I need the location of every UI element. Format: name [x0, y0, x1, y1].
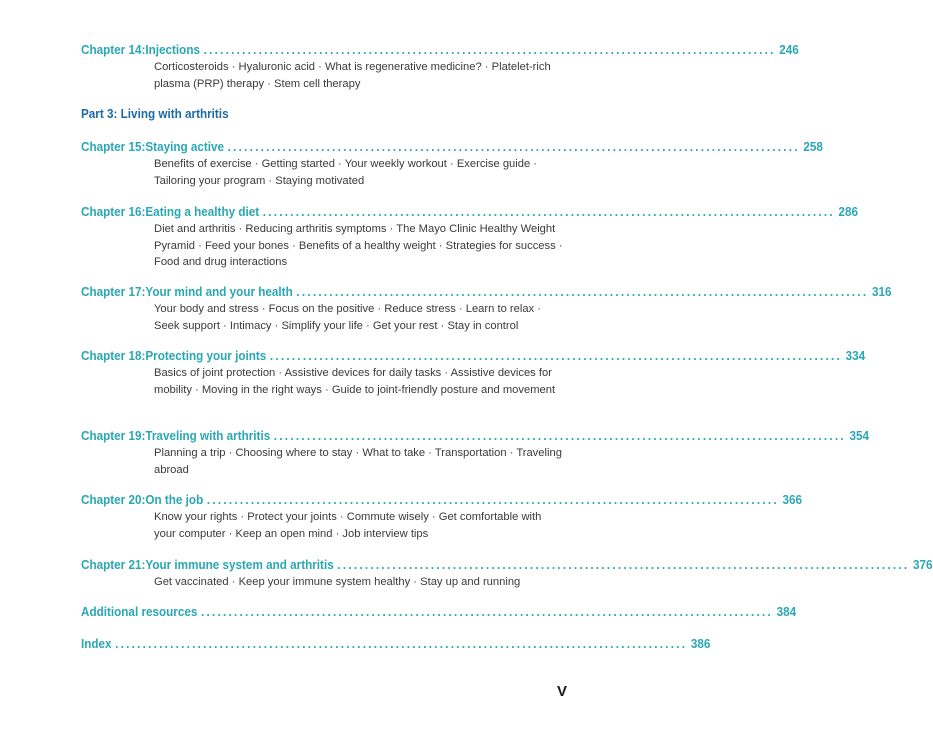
- chapter-topics: Know your rights · Protect your joints · Commute wisely · Get comfortable with your computer · Keep an open mind · Job interview tips: [154, 511, 542, 540]
- toc-entry-chapter-14[interactable]: [81, 42, 799, 92]
- toc-entry-chapter-19[interactable]: [81, 428, 870, 478]
- chapter-title: On the job: [145, 492, 204, 507]
- leader-dots: ........................................................................................................: [269, 348, 842, 363]
- toc-entry-chapter-18[interactable]: [81, 348, 866, 398]
- page-number: 286: [838, 204, 858, 219]
- page-number: 366: [782, 492, 803, 507]
- page-number: 384: [776, 604, 797, 619]
- toc-heading: [81, 42, 799, 58]
- section-title: Index: [81, 636, 112, 651]
- toc-heading: [81, 284, 892, 300]
- leader-dots: ........................................................................................................: [262, 204, 835, 219]
- chapter-label: Chapter 14:: [81, 42, 146, 57]
- toc-heading: [81, 428, 870, 444]
- toc-heading: [81, 557, 933, 573]
- chapter-label: Chapter 20:: [81, 492, 146, 507]
- chapter-topics: Corticosteroids · Hyaluronic acid · What is regenerative medicine? · Platelet-rich plasma (PRP) therapy · Stem cell therapy: [154, 61, 551, 90]
- leader-dots: ........................................................................................................: [200, 604, 774, 619]
- chapter-label: Chapter 17:: [81, 284, 146, 299]
- toc-entry-chapter-16[interactable]: [81, 204, 858, 271]
- toc-entry-chapter-15[interactable]: [81, 139, 823, 189]
- toc-heading: [81, 636, 711, 652]
- chapter-topics: Planning a trip · Choosing where to stay · What to take · Transportation · Traveling abroad: [154, 447, 562, 476]
- chapter-title: Eating a healthy diet: [145, 204, 260, 219]
- toc-entry-chapter-21[interactable]: [81, 557, 933, 591]
- toc-heading: [81, 204, 858, 220]
- page-folio: V: [557, 683, 568, 700]
- leader-dots: ........................................................................................................: [227, 139, 800, 154]
- chapter-label: Chapter 16:: [81, 204, 146, 219]
- page-number: 386: [690, 636, 711, 651]
- chapter-topics: Your body and stress · Focus on the positive · Reduce stress · Learn to relax · Seek support · Intimacy · Simplify your life · Get your rest · Stay in control: [154, 303, 541, 332]
- chapter-label: Chapter 21:: [81, 557, 146, 572]
- page-number: 354: [849, 428, 870, 443]
- chapter-label: Chapter 15:: [81, 139, 146, 154]
- page-number: 246: [779, 42, 799, 57]
- leader-dots: ........................................................................................................: [206, 492, 779, 507]
- chapter-title: Traveling with arthritis: [145, 428, 271, 443]
- chapter-title: Staying active: [145, 139, 225, 154]
- page-number: 316: [872, 284, 892, 299]
- section-title: Additional resources: [81, 604, 198, 619]
- part-heading: Part 3: Living with arthritis: [81, 106, 229, 121]
- chapter-topics: Basics of joint protection · Assistive devices for daily tasks · Assistive devices for mobility · Moving in the right ways · Guide to joint-friendly posture and movement: [154, 367, 556, 396]
- toc-heading: [81, 348, 866, 364]
- chapter-title: Injections: [145, 42, 200, 57]
- toc-heading: [81, 604, 797, 620]
- leader-dots: ........................................................................................................: [115, 636, 688, 651]
- toc-heading: [81, 492, 803, 508]
- leader-dots: ........................................................................................................: [296, 284, 869, 299]
- chapter-title: Your mind and your health: [145, 284, 293, 299]
- page-number: 258: [803, 139, 823, 154]
- page-number: 376: [912, 557, 933, 572]
- chapter-topics: Diet and arthritis · Reducing arthritis symptoms · The Mayo Clinic Healthy Weight Pyramid · Feed your bones · Benefits of a healthy weight · Strategies for success · Food and drug interactions: [154, 223, 563, 268]
- toc-entry-chapter-17[interactable]: [81, 284, 892, 334]
- chapter-topics: Benefits of exercise · Getting started · Your weekly workout · Exercise guide · Tailoring your program · Staying motivated: [154, 158, 538, 187]
- leader-dots: ........................................................................................................: [273, 428, 846, 443]
- chapter-title: Protecting your joints: [145, 348, 267, 363]
- chapter-title: Your immune system and arthritis: [145, 557, 334, 572]
- page-number: 334: [845, 348, 866, 363]
- chapter-label: Chapter 19:: [81, 428, 146, 443]
- chapter-label: Chapter 18:: [81, 348, 146, 363]
- leader-dots: ........................................................................................................: [203, 42, 776, 57]
- toc-entry-additional-resources[interactable]: [81, 604, 797, 620]
- toc-heading: [81, 139, 823, 155]
- toc-entry-chapter-20[interactable]: [81, 492, 803, 542]
- leader-dots: ........................................................................................................: [337, 557, 910, 572]
- toc-entry-index[interactable]: [81, 636, 711, 652]
- chapter-topics: Get vaccinated · Keep your immune system healthy · Stay up and running: [154, 576, 521, 588]
